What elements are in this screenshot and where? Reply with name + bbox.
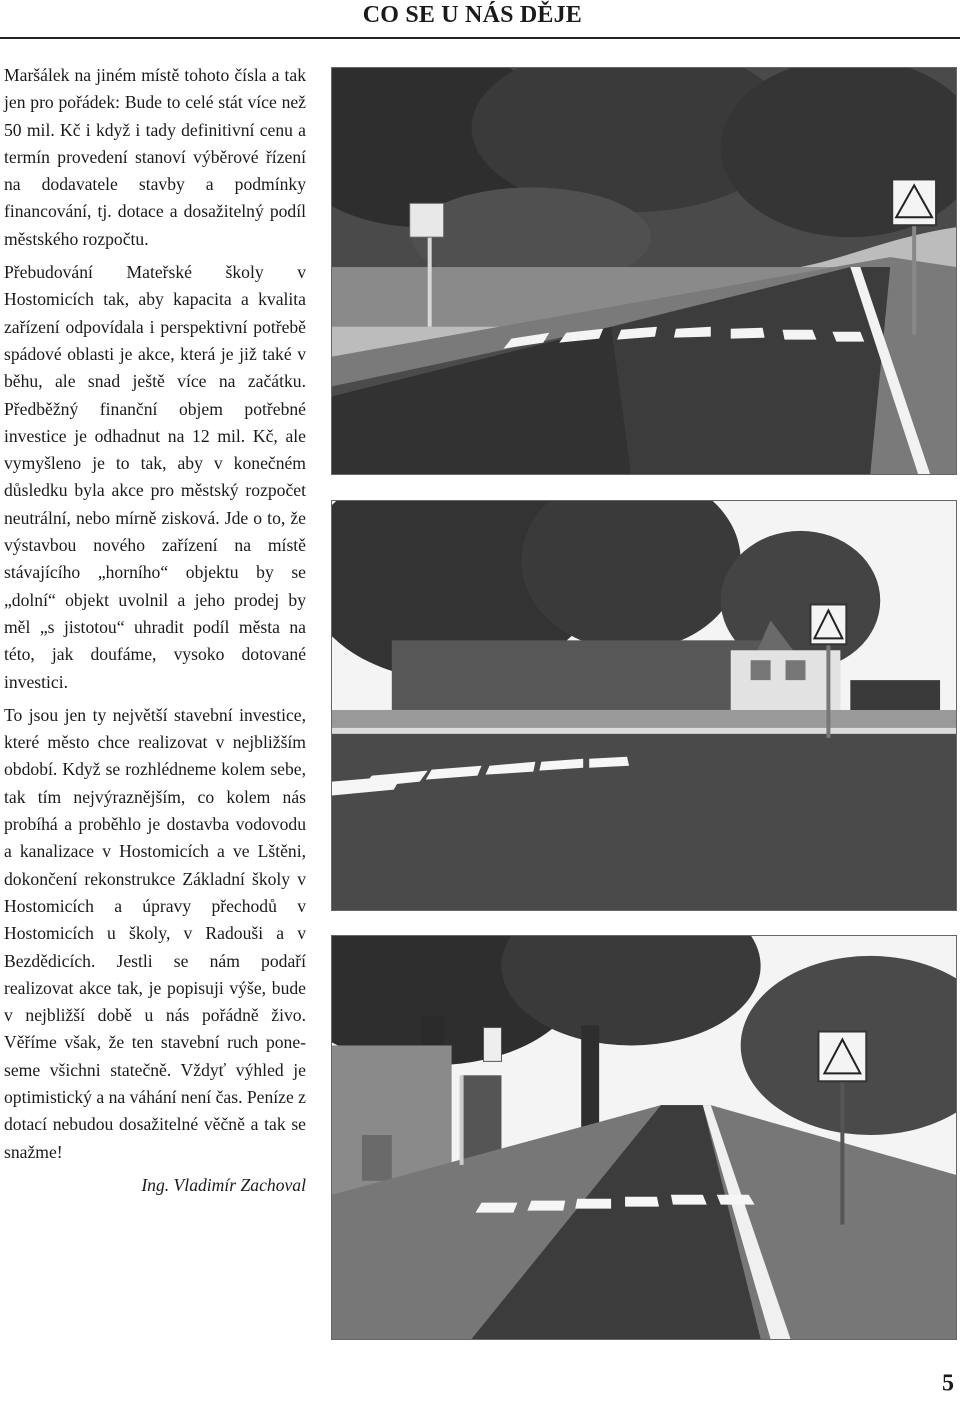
article-paragraph-1: Maršálek na jiném místě tohoto čísla a tak jen pro pořádek: Bude to celé stát více než 50 mil. Kč i když i tady definitivní cenu a termín provedení stanoví výběrové řízení na dodavatele stavby a podmínky financování, tj. dotace a dosažitelný podíl městského rozpočtu.: [4, 65, 306, 249]
article-text: [4, 62, 306, 1199]
photo-road-crossing-3: [331, 935, 957, 1340]
article-paragraph-3: To jsou jen ty největší stavební investice, které město chce realizovat v nejbližším období. Když se rozhlédneme kolem sebe, tak tím nejvýraznějším, co kolem nás probíhá a proběhlo je dostavba vodovodu a kanalizace v Hostomicích a ve Lštěni, dokončení rekonstrukce Základní školy v Hostomicích a úpravy přechodů v Hostomicích u školy, v Radouši a v Bezdědicích. Jestli se nám podaří realizovat akce tak, je popisuji výše, bude v nejbližší době u nás pořádně živo. Věříme však, že ten stavební ruch poneseme všichni statečně. Vždyť výhled je optimistický a na váhání není čas. Peníze z dotací nebudou dosažitelné věčně a tak se snažme!: [4, 704, 306, 1162]
header-divider: [0, 37, 960, 39]
article-author: Ing. Vladimír Zachoval: [141, 1174, 306, 1195]
page-number: 5: [942, 1370, 954, 1397]
photo-road-crossing-2: [331, 500, 957, 911]
article-paragraph-2: Přebudování Mateřské školy v Hostomicích tak, aby kapacita a kvalita zařízení odpovídala i perspektivní potřebě spádové oblasti je akce, která je již také v běhu, ale snad ještě více na začátku. Předběžný finanční objem potřebné investice je odhadnut na 12 mil. Kč, ale vymyšleno je to tak, aby v konečném důsledku byla akce pro městský rozpočet neutrální, nebo mírně zisková. Jde o to, že výstavbou nového zařízení na místě stávajícího „horního“ objektu by se „dolní“ objekt uvolnil a jeho prodej by měl „s jistotou“ uhradit podíl města na této, jak doufáme, vysoko dotované investici.: [4, 262, 306, 692]
section-title: CO SE U NÁS DĚJE: [362, 2, 582, 28]
photo-road-crossing-1: [331, 67, 957, 475]
